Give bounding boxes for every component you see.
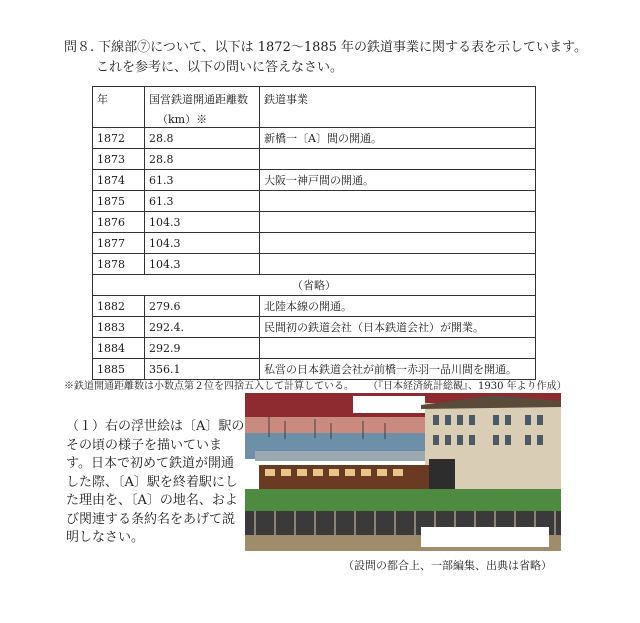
event-cell: [260, 191, 536, 212]
event-cell: [260, 212, 536, 233]
year-cell: 1872: [93, 128, 145, 149]
km-cell: 104.3: [145, 233, 260, 254]
question-number: 問８.: [64, 40, 95, 55]
picture-locomotive: [429, 459, 455, 489]
picture-white-label-top: [353, 396, 425, 413]
event-cell: 民間初の鉄道会社（日本鉄道会社）が開業。: [260, 317, 536, 338]
table-row: [93, 170, 536, 191]
table-row: [93, 233, 536, 254]
km-cell: 104.3: [145, 254, 260, 275]
event-cell: [260, 338, 536, 359]
picture-train-windows: [265, 469, 403, 476]
year-cell: 1877: [93, 233, 145, 254]
omitted-label: （省略）: [93, 275, 536, 296]
question-line1: 下線部⑦について、以下は 1872～1885 年の鉄道事業に関する表を示しています。: [98, 40, 588, 55]
event-cell: 私営の日本鉄道会社が前橋一赤羽一品川間を開通。: [260, 359, 536, 380]
ukiyoe-station-picture: [245, 393, 561, 551]
event-cell: 北陸本線の開通。: [260, 296, 536, 317]
km-cell: 28.8: [145, 128, 260, 149]
picture-caption: （設問の都合上、一部編集、出典は省略）: [343, 559, 552, 572]
year-cell: 1875: [93, 191, 145, 212]
sub-question-label: （１）: [66, 419, 106, 434]
table-header-row: [93, 87, 536, 128]
sub-question-text: の頃の様子を描いています。日本で初めて鉄道が開通した際、〔A〕駅を終着駅にした理由を、〔A〕の地名、および関連する条約名をあげて説明しなさい。: [66, 437, 238, 545]
header-distance-label: 国営鉄道開通距離数: [149, 93, 248, 106]
km-cell: 61.3: [145, 191, 260, 212]
year-cell: 1873: [93, 149, 145, 170]
event-cell: [260, 149, 536, 170]
year-cell: 1885: [93, 359, 145, 380]
question-line2: これを参考に、以下の問いに答えなさい。: [96, 60, 344, 75]
year-cell: 1882: [93, 296, 145, 317]
sub-question-line1: 右の浮世絵は〔A〕駅のそ: [66, 419, 245, 453]
km-cell: 104.3: [145, 212, 260, 233]
table-row: [93, 191, 536, 212]
table-row: [93, 149, 536, 170]
sub-question: [66, 418, 246, 548]
year-cell: 1878: [93, 254, 145, 275]
table-row: [93, 338, 536, 359]
table-row: [93, 254, 536, 275]
event-cell: 新橋一〔A〕間の開通。: [260, 128, 536, 149]
table-row: [93, 128, 536, 149]
table-footnote: ※鉄道開通距離数は小数点第２位を四捨五入して計算している。: [64, 381, 354, 392]
year-cell: 1883: [93, 317, 145, 338]
km-cell: 292.4.: [145, 317, 260, 338]
railway-table: [92, 86, 536, 380]
km-cell: 28.8: [145, 149, 260, 170]
year-cell: 1874: [93, 170, 145, 191]
picture-train: [259, 465, 429, 489]
km-cell: 61.3: [145, 170, 260, 191]
km-cell: 356.1: [145, 359, 260, 380]
picture-white-label-bottom: [421, 527, 549, 547]
header-distance: [145, 87, 260, 128]
table-source: （『日本経済統計総観』、1930 年より作成）: [368, 381, 567, 392]
table-row: [93, 317, 536, 338]
table-row: [93, 212, 536, 233]
event-cell: 大阪一神戸間の開通。: [260, 170, 536, 191]
event-cell: [260, 233, 536, 254]
header-distance-unit: （km）※: [157, 113, 208, 126]
year-cell: 1884: [93, 338, 145, 359]
picture-platform-roof: [255, 451, 425, 461]
year-cell: 1876: [93, 212, 145, 233]
table-row: [93, 296, 536, 317]
event-cell: [260, 254, 536, 275]
header-year: 年: [93, 87, 145, 128]
omitted-row: [93, 275, 536, 296]
km-cell: 279.6: [145, 296, 260, 317]
question-heading: [64, 38, 587, 58]
header-business: 鉄道事業: [260, 87, 536, 128]
km-cell: 292.9: [145, 338, 260, 359]
